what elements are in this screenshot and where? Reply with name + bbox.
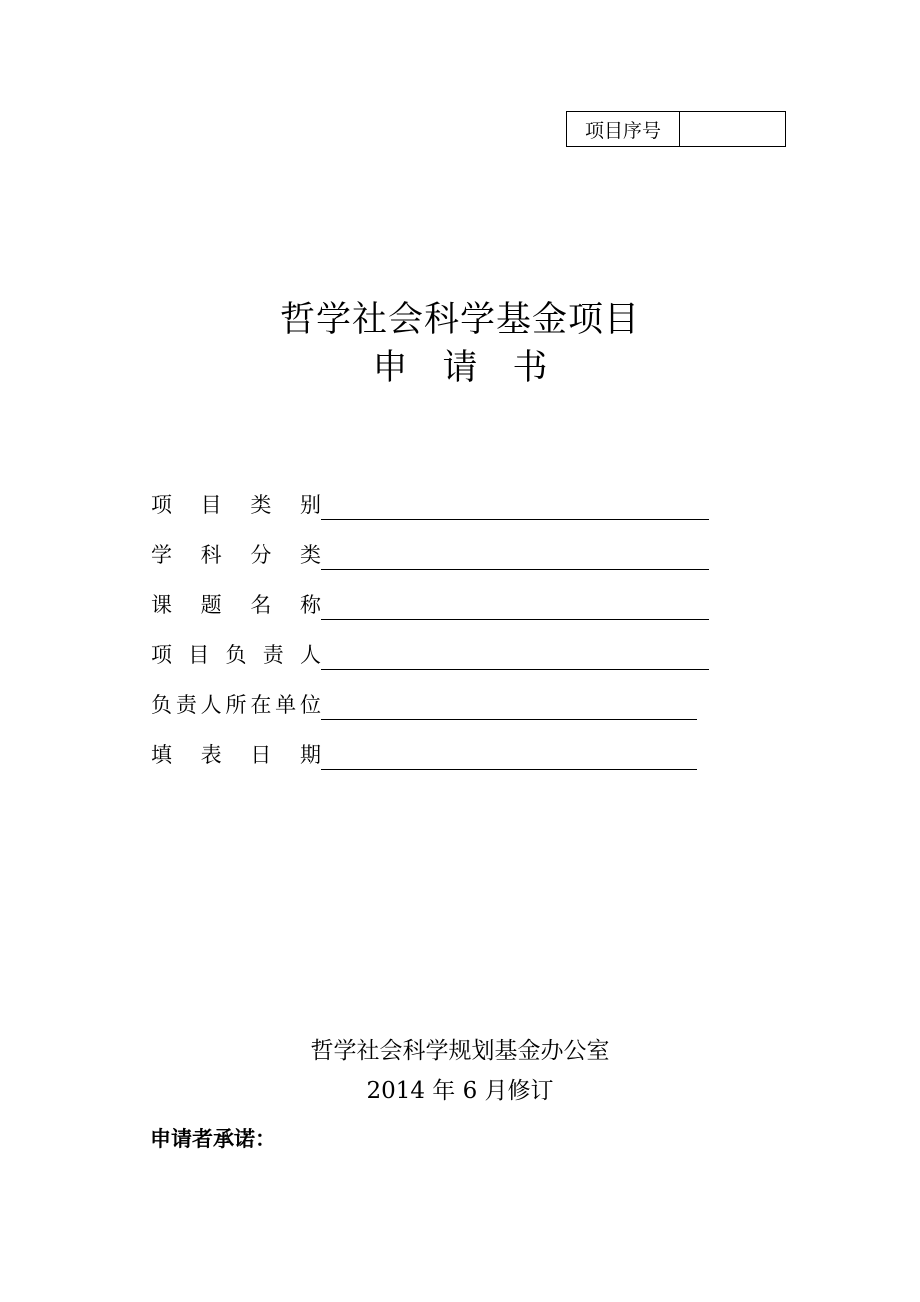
label-char: 人 [200,693,222,717]
project-category-field-row [151,486,709,520]
issuing-office: 哲学社会科学规划基金办公室 [310,1038,610,1064]
label-char: 期 [299,743,321,767]
label-char: 分 [250,543,272,567]
label-char: 所 [225,693,247,717]
project-serial-box [566,111,786,147]
label-char: 目 [200,493,222,517]
label-char: 称 [299,593,321,617]
label-char: 科 [200,543,222,567]
document-subtitle: 申 请 书 [372,348,548,388]
label-char: 类 [250,493,272,517]
subject-classification-field-row [151,536,709,570]
label-char: 别 [299,493,321,517]
label-char: 负 [151,693,172,717]
leader-institution-field-row [151,686,697,720]
label-char: 日 [250,743,272,767]
project-category-field-label [151,490,321,520]
label-char: 负 [225,643,247,667]
fill-date-field-row [151,736,697,770]
revision-date: 2014 年 6 月修订 [366,1078,554,1104]
label-char: 项 [151,643,172,667]
fill-date-field[interactable] [321,743,697,770]
subject-classification-field-label [151,540,321,570]
applicant-promise-heading: 申请者承诺： [150,1127,276,1151]
label-char: 单 [275,693,297,717]
label-char: 名 [250,593,272,617]
document-title: 哲学社会科学基金项目 [279,300,640,340]
label-char: 表 [200,743,222,767]
label-char: 题 [200,593,222,617]
label-char: 填 [151,743,172,767]
project-leader-field-label [151,640,321,670]
project-leader-field[interactable] [321,643,709,670]
label-char: 责 [262,643,284,667]
label-char: 课 [151,593,172,617]
subject-classification-field[interactable] [321,543,709,570]
topic-name-field[interactable] [321,593,709,620]
leader-institution-field-label [151,690,321,720]
label-char: 项 [151,493,172,517]
project-category-field[interactable] [321,493,709,520]
label-char: 目 [188,643,210,667]
label-char: 人 [300,643,321,667]
project-serial-field[interactable] [680,112,785,146]
topic-name-field-row [151,586,709,620]
label-char: 责 [175,693,197,717]
label-char: 学 [151,543,172,567]
fill-date-field-label [151,740,321,770]
project-serial-label: 项目序号 [567,112,680,146]
label-char: 类 [299,543,321,567]
leader-institution-field[interactable] [321,693,697,720]
label-char: 在 [250,693,272,717]
label-char: 位 [299,693,321,717]
topic-name-field-label [151,590,321,620]
project-leader-field-row [151,636,709,670]
